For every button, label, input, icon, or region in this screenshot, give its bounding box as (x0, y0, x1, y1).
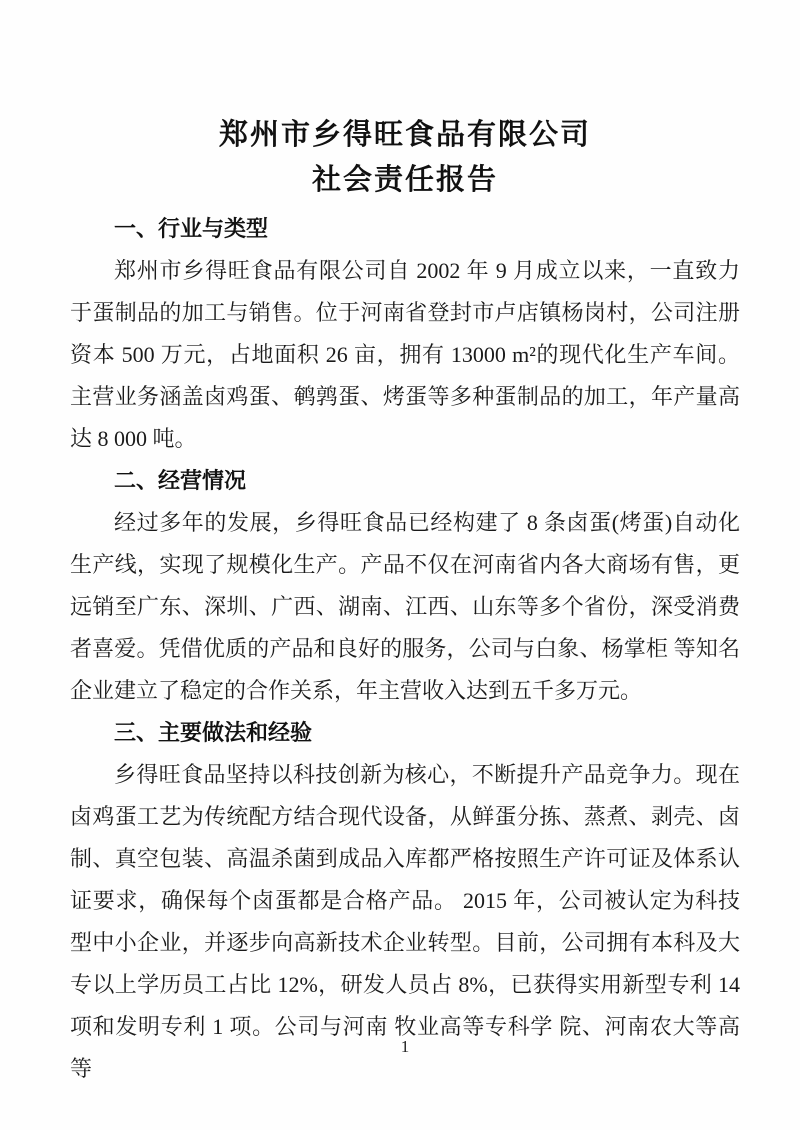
section-industry-and-type (70, 208, 740, 460)
section-heading: 一、行业与类型 (114, 216, 269, 241)
document-title-line-2: 社会责任报告 (311, 164, 498, 196)
document-title (70, 113, 740, 203)
document-content (70, 113, 740, 1090)
document-title-line-1: 郑州市乡得旺食品有限公司 (218, 119, 591, 151)
paragraph: 经过多年的发展，乡得旺食品已经构建了 8 条卤蛋(烤蛋)自动化生产线，实现了规模化生产。产品不仅在河南省内各大商场有售，更远销至广东、深圳、广西、湖南、江西、山东等多个省份，深受消费者喜爱。凭借优质的产品和良好的服务，公司与白象、杨掌柜 等知名企业建立了稳定的合作关系，年主营收入达到五千多万元。 (70, 510, 740, 703)
section-heading: 二、经营情况 (114, 468, 247, 493)
document-body (70, 208, 740, 1090)
section-main-practices (70, 712, 740, 1090)
paragraph: 郑州市乡得旺食品有限公司自 2002 年 9 月成立以来，一直致力于蛋制品的加工与销售。位于河南省登封市卢店镇杨岗村，公司注册资本 500 万元，占地面积 26 亩，拥有 13000 m²的现代化生产车间。主营业务涵盖卤鸡蛋、鹌鹑蛋、烤蛋等多种蛋制品的加工，年产量高达 8 000 吨。 (70, 258, 740, 451)
section-heading: 三、主要做法和经验 (114, 720, 313, 745)
paragraph: 乡得旺食品坚持以科技创新为核心，不断提升产品竞争力。现在卤鸡蛋工艺为传统配方结合现代设备，从鲜蛋分拣、蒸煮、剥壳、卤制、真空包装、高温杀菌到成品入库都严格按照生产许可证及体系认证要求，确保每个卤蛋都是合格产品。 2015 年，公司被认定为科技型中小企业，并逐步向高新技术企业转型。目前，公司拥有本科及大专以上学历员工占比 12%，研发人员占 8%，已获得实用新型专利 14 项和发明专利 1 项。公司与河南 牧业高等专科学 院、河南农大等高等 (70, 762, 740, 1081)
section-business-situation (70, 460, 740, 712)
page-number: 1 (400, 1037, 410, 1056)
